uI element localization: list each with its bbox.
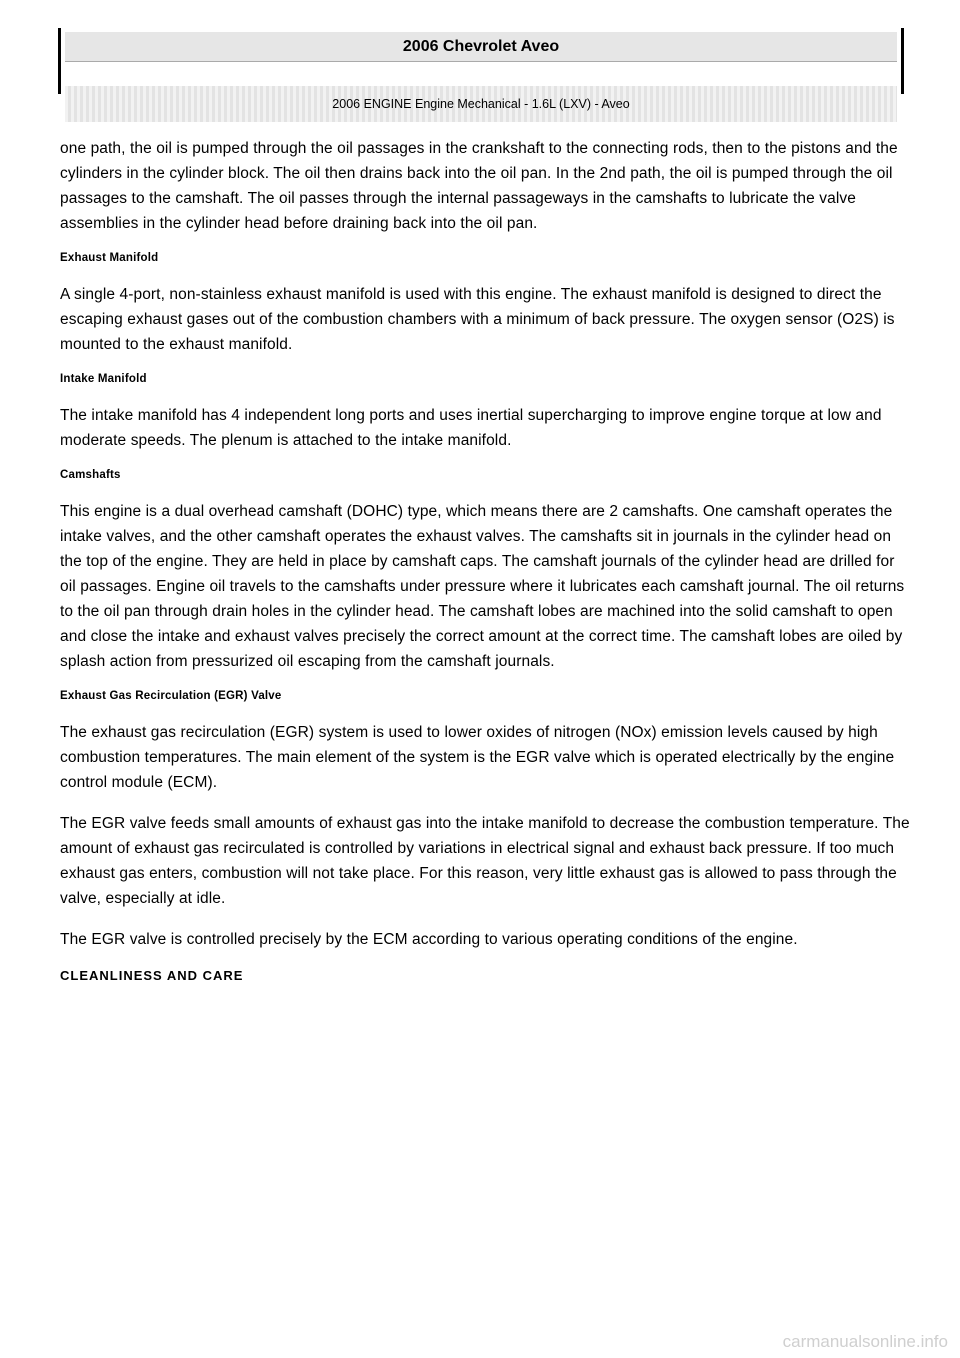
paragraph-egr-1: The exhaust gas recirculation (EGR) system is used to lower oxides of nitrogen (NOx) emission levels caused by high combustion temperatures. The main element of the system is the EGR valve which is operated electrically by the engine control module (ECM). bbox=[60, 724, 895, 791]
paragraph-oil-path: one path, the oil is pumped through the oil passages in the crankshaft to the connecting rods, then to the pistons and the cylinders in the cylinder block. The oil then drains back into the oil pan. In the 2nd path, the oil is pumped through the oil passages to the camshaft. The oil passes through the internal passageways in the camshafts to lubricate the valve assemblies in the cylinder head before draining back into the oil pan. bbox=[60, 140, 898, 232]
document-header bbox=[58, 28, 904, 111]
paragraph-egr-3: The EGR valve is controlled precisely by the ECM according to various operating conditions of the engine. bbox=[60, 931, 798, 948]
watermark-text: carmanualsonline.info bbox=[782, 1332, 948, 1351]
document-body bbox=[60, 136, 910, 1001]
paragraph-egr-2: The EGR valve feeds small amounts of exhaust gas into the intake manifold to decrease the combustion temperature. The amount of exhaust gas recirculated is controlled by variations in electrical signal and exhaust back pressure. If too much exhaust gas enters, combustion will not take place. For this reason, very little exhaust gas is allowed to pass through the valve, especially at idle. bbox=[60, 815, 910, 907]
document-subtitle: 2006 ENGINE Engine Mechanical - 1.6L (LXV) - Aveo bbox=[65, 86, 897, 122]
heading-cleanliness: CLEANLINESS AND CARE bbox=[60, 968, 244, 983]
heading-egr-valve: Exhaust Gas Recirculation (EGR) Valve bbox=[60, 690, 282, 702]
paragraph-intake-manifold: The intake manifold has 4 independent long ports and uses inertial supercharging to improve engine torque at low and moderate speeds. The plenum is attached to the intake manifold. bbox=[60, 407, 882, 449]
heading-intake-manifold: Intake Manifold bbox=[60, 373, 147, 385]
paragraph-camshafts: This engine is a dual overhead camshaft (DOHC) type, which means there are 2 camshafts. One camshaft operates the intake valves, and the other camshaft operates the exhaust valves. The camshafts sit in journals in the cylinder head on the top of the engine. They are held in place by camshaft caps. The camshaft journals of the cylinder head are drilled for oil passages. Engine oil travels to the camshafts under pressure where it lubricates each camshaft journal. The oil returns to the oil pan through drain holes in the cylinder head. The camshaft lobes are machined into the solid camshaft to open and close the intake and exhaust valves precisely the correct amount at the correct time. The camshaft lobes are oiled by splash action from pressurized oil escaping from the camshaft journals. bbox=[60, 503, 905, 670]
heading-camshafts: Camshafts bbox=[60, 469, 121, 481]
heading-exhaust-manifold: Exhaust Manifold bbox=[60, 252, 159, 264]
document-title: 2006 Chevrolet Aveo bbox=[65, 32, 897, 62]
paragraph-exhaust-manifold: A single 4-port, non-stainless exhaust manifold is used with this engine. The exhaust manifold is designed to direct the escaping exhaust gases out of the combustion chambers with a minimum of back pressure. The oxygen sensor (O2S) is mounted to the exhaust manifold. bbox=[60, 286, 895, 353]
